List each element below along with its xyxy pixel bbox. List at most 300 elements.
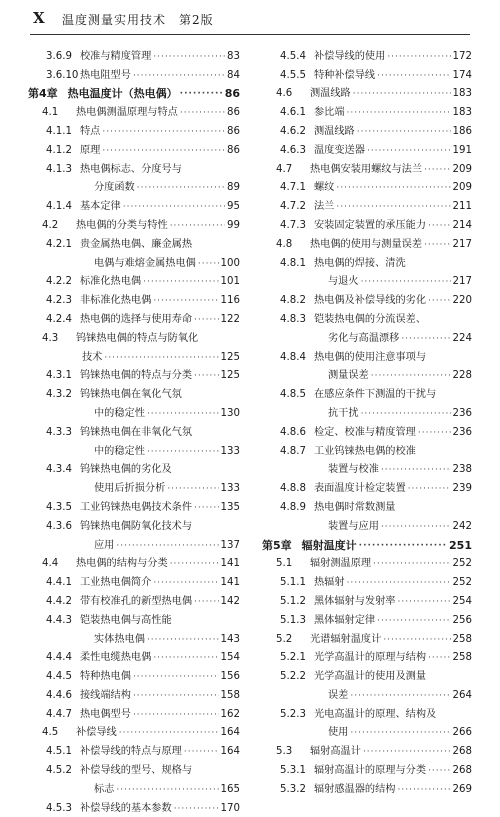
leader-dots: [347, 107, 451, 119]
entry-number: 4.8.9: [280, 501, 306, 513]
entry-title: 热电偶测温原理与特点: [76, 107, 178, 119]
toc-entry: [28, 328, 240, 347]
entry-number: 5.1.3: [280, 614, 306, 626]
entry-page-number: 183: [452, 88, 472, 100]
entry-page-number: 154: [220, 652, 240, 664]
entry-title: 应用: [94, 539, 115, 551]
toc-entry: [262, 253, 472, 272]
toc-entry: [262, 159, 472, 178]
entry-page-number: 156: [220, 671, 240, 683]
entry-title: 钨铼热电偶在非氧化气氛: [80, 426, 193, 438]
leader-dots: [104, 352, 218, 364]
entry-title: 光电高温计的原理、结构及: [314, 708, 437, 720]
toc-entry: [28, 178, 240, 197]
entry-title: 热电偶的结构与分类: [76, 558, 168, 570]
entry-title: 使用后折损分析: [94, 483, 166, 495]
toc-entry: [28, 572, 240, 591]
leader-dots: [373, 558, 450, 570]
toc-entry: [28, 741, 240, 760]
toc-entry: [262, 572, 472, 591]
leader-dots: [428, 220, 450, 232]
leader-dots: [377, 615, 450, 627]
toc-entry: [28, 685, 240, 704]
entry-title: 光学高温计的使用及测量: [314, 671, 427, 683]
entry-title: 铠装热电偶与高性能: [80, 614, 172, 626]
toc-entry: [28, 309, 240, 328]
leader-dots: [198, 258, 219, 270]
toc-entry: [262, 140, 472, 159]
entry-page-number: 251: [449, 538, 472, 552]
entry-title: 带有校准孔的新型热电偶: [80, 595, 193, 607]
entry-page-number: 86: [227, 144, 240, 156]
toc-entry: [262, 46, 472, 65]
entry-page-number: 228: [452, 370, 472, 382]
entry-page-number: 86: [227, 107, 240, 119]
leader-dots: [428, 652, 450, 664]
entry-title: 中的稳定性: [94, 407, 145, 419]
leader-dots: [336, 182, 450, 194]
entry-title: 钨铼热电偶的劣化及: [80, 464, 172, 476]
leader-dots: [353, 88, 451, 100]
entry-title: 测量误差: [328, 370, 369, 382]
leader-dots: [424, 239, 450, 251]
entry-page-number: 217: [452, 238, 472, 250]
entry-page-number: 172: [452, 50, 472, 62]
toc-entry: [28, 347, 240, 366]
leader-dots: [153, 577, 218, 589]
leader-dots: [381, 521, 451, 533]
entry-title: 特点: [80, 125, 101, 137]
entry-number: 4.6.2: [280, 125, 306, 137]
leader-dots: [357, 126, 451, 138]
toc-entry: [262, 215, 472, 234]
entry-title: 钨铼热电偶的特点与分类: [80, 370, 193, 382]
leader-dots: [147, 446, 219, 458]
entry-page-number: 100: [220, 257, 240, 269]
entry-number: 5.2: [276, 633, 293, 645]
leader-dots: [424, 164, 450, 176]
entry-number: 4.6.3: [280, 144, 306, 156]
entry-title: 标准化热电偶: [80, 276, 142, 288]
toc-entry: [262, 272, 472, 291]
entry-number: 4.5.5: [280, 69, 306, 81]
entry-number: 5.1: [276, 558, 293, 570]
entry-title: 辐射高温计: [310, 746, 361, 758]
leader-dots: [194, 596, 218, 608]
entry-number: 4.4.3: [46, 614, 72, 626]
leader-dots: [133, 671, 219, 683]
leader-dots: [377, 70, 450, 82]
entry-page-number: 116: [220, 295, 240, 307]
entry-page-number: 268: [452, 746, 472, 758]
entry-number: 4.3: [42, 332, 59, 344]
entry-number: 4.3.6: [46, 520, 72, 532]
leader-dots: [119, 727, 219, 739]
entry-page-number: 236: [452, 407, 472, 419]
toc-entry: [262, 178, 472, 197]
entry-page-number: 258: [452, 652, 472, 664]
entry-title: 钨铼热电偶的特点与防氧化: [76, 332, 199, 344]
toc-entry: [262, 366, 472, 385]
leader-dots: [137, 182, 225, 194]
entry-page-number: 269: [452, 783, 472, 795]
entry-title: 铠装热电偶的分流误差、: [314, 313, 427, 325]
entry-number: 4.8.6: [280, 426, 306, 438]
entry-page-number: 254: [452, 595, 472, 607]
leader-dots: [381, 464, 451, 476]
leader-dots: [418, 427, 451, 439]
leader-dots: [133, 70, 225, 82]
leader-dots: [350, 690, 450, 702]
leader-dots: [336, 201, 450, 213]
entry-title: 劣化与高温漂移: [328, 332, 400, 344]
toc-entry: [28, 159, 240, 178]
entry-number: 4.1: [42, 107, 59, 119]
entry-title: 技术: [82, 351, 103, 363]
entry-number: 4.6: [276, 88, 293, 100]
entry-number: 4.3.5: [46, 501, 72, 513]
entry-title: 热电偶的分类与特性: [76, 219, 168, 231]
entry-number: 第4章: [28, 87, 58, 101]
entry-page-number: 238: [452, 464, 472, 476]
toc-entry: [262, 102, 472, 121]
toc-entry: [262, 704, 472, 723]
leader-dots: [180, 107, 225, 119]
toc-entry: [28, 140, 240, 159]
entry-title: 安装固定装置的承压能力: [314, 219, 427, 231]
entry-page-number: 252: [452, 577, 472, 589]
entry-page-number: 211: [452, 201, 472, 213]
entry-page-number: 220: [452, 295, 472, 307]
toc-entry: [262, 65, 472, 84]
entry-title: 辐射高温计的原理与分类: [314, 765, 427, 777]
toc-entry: [262, 591, 472, 610]
entry-page-number: 186: [452, 125, 472, 137]
entry-page-number: 122: [220, 313, 240, 325]
entry-page-number: 217: [452, 276, 472, 288]
entry-title: 与退火: [328, 276, 359, 288]
toc-entry: [28, 102, 240, 121]
entry-page-number: 141: [220, 577, 240, 589]
toc-entry: [28, 196, 240, 215]
entry-number: 4.7.2: [280, 201, 306, 213]
toc-entry: [262, 290, 472, 309]
entry-page-number: 191: [452, 144, 472, 156]
entry-page-number: 224: [452, 332, 472, 344]
leader-dots: [428, 765, 450, 777]
entry-number: 4.8.1: [280, 257, 306, 269]
entry-page-number: 135: [220, 501, 240, 513]
entry-number: 4.2.3: [46, 295, 72, 307]
entry-title: 工业钨铼热电偶的校准: [314, 445, 416, 457]
page-header: [0, 0, 500, 37]
entry-page-number: 264: [452, 689, 472, 701]
entry-number: 4.1.3: [46, 163, 72, 175]
entry-page-number: 95: [227, 201, 240, 213]
entry-number: 4.4: [42, 558, 59, 570]
toc-entry: [262, 535, 472, 554]
entry-title: 装置与应用: [328, 520, 379, 532]
entry-title: 工业热电偶简介: [80, 577, 152, 589]
toc-entry: [262, 121, 472, 140]
entry-number: 4.4.7: [46, 708, 72, 720]
entry-page-number: 236: [452, 426, 472, 438]
toc-entry: [28, 441, 240, 460]
toc-entry: [28, 779, 240, 798]
entry-page-number: 137: [220, 539, 240, 551]
leader-dots: [194, 370, 218, 382]
toc-entry: [262, 328, 472, 347]
entry-title: 热电阻型号: [80, 69, 131, 81]
leader-dots: [116, 784, 218, 796]
entry-number: 5.3.2: [280, 783, 306, 795]
entry-number: 5.1.2: [280, 595, 306, 607]
entry-number: 4.1.2: [46, 144, 72, 156]
leader-dots: [167, 483, 218, 495]
entry-number: 4.4.4: [46, 652, 72, 664]
toc-entry: [262, 779, 472, 798]
leader-dots: [367, 145, 451, 157]
leader-dots: [363, 746, 451, 758]
entry-title: 补偿导线的使用: [314, 50, 386, 62]
entry-number: 3.6.9: [46, 50, 72, 62]
leader-dots: [170, 220, 225, 232]
entry-title: 分度函数: [94, 182, 135, 194]
toc-entry: [262, 723, 472, 742]
entry-title: 光学高温计的原理与结构: [314, 652, 427, 664]
toc-entry: [262, 610, 472, 629]
leader-dots: [361, 408, 451, 420]
entry-title: 热电偶安装用螺纹与法兰: [310, 163, 423, 175]
leader-dots: [383, 634, 450, 646]
entry-number: 4.7.3: [280, 219, 306, 231]
leader-dots: [143, 276, 218, 288]
toc-entry: [262, 441, 472, 460]
entry-title: 补偿导线: [76, 727, 117, 739]
entry-title: 补偿导线的特点与原理: [80, 746, 182, 758]
toc-entry: [262, 516, 472, 535]
leader-dots: [408, 483, 451, 495]
leader-dots: [347, 577, 451, 589]
toc-entry: [28, 704, 240, 723]
entry-number: 5.1.1: [280, 577, 306, 589]
entry-title: 黑体辐射定律: [314, 614, 376, 626]
entry-title: 原理: [80, 144, 101, 156]
leader-dots: [153, 295, 218, 307]
leader-dots: [398, 596, 451, 608]
entry-title: 热辐射: [314, 577, 345, 589]
toc-entry: [28, 403, 240, 422]
entry-number: 5.2.3: [280, 708, 306, 720]
entry-title: 热电偶的使用与测量误差: [310, 238, 423, 250]
entry-number: 4.5.4: [280, 50, 306, 62]
entry-page-number: 165: [220, 783, 240, 795]
entry-title: 热电偶及补偿导线的劣化: [314, 295, 427, 307]
toc-entry: [28, 46, 240, 65]
entry-title: 辐射感温器的结构: [314, 783, 396, 795]
entry-page-number: 133: [220, 445, 240, 457]
entry-title: 温度变送器: [314, 144, 365, 156]
entry-title: 参比端: [314, 107, 345, 119]
toc-entry: [262, 478, 472, 497]
entry-title: 补偿导线的型号、规格与: [80, 765, 193, 777]
leader-dots: [184, 746, 219, 758]
entry-title: 辐射测温原理: [310, 558, 372, 570]
entry-number: 4.3.4: [46, 464, 72, 476]
entry-page-number: 162: [220, 708, 240, 720]
toc-entry: [28, 366, 240, 385]
toc-entry: [28, 290, 240, 309]
leader-dots: [147, 634, 219, 646]
toc-entry: [28, 478, 240, 497]
toc-entry: [262, 234, 472, 253]
entry-title: 热电温度计（热电偶）: [67, 87, 178, 101]
leader-dots: [361, 276, 451, 288]
entry-number: 4.5.1: [46, 746, 72, 758]
entry-number: 4.3.1: [46, 370, 72, 382]
entry-number: 4.8.7: [280, 445, 306, 457]
toc-left-column: [28, 46, 240, 817]
entry-page-number: 101: [220, 276, 240, 288]
entry-title: 柔性电缆热电偶: [80, 652, 152, 664]
entry-number: 4.8.2: [280, 295, 306, 307]
toc-entry: [28, 460, 240, 479]
entry-title: 钨铼热电偶防氧化技术与: [80, 520, 193, 532]
toc-entry: [28, 554, 240, 573]
toc-entry: [28, 121, 240, 140]
leader-dots: [359, 540, 447, 552]
entry-page-number: 174: [452, 69, 472, 81]
leader-dots: [102, 145, 225, 157]
running-title: 温度测量实用技术 第2版: [62, 13, 214, 27]
entry-title: 电偶与难熔金属热电偶: [94, 257, 196, 269]
toc-entry: [28, 760, 240, 779]
leader-dots: [401, 333, 450, 345]
toc-entry: [28, 666, 240, 685]
entry-title: 热电偶型号: [80, 708, 131, 720]
entry-page-number: 256: [452, 614, 472, 626]
entry-page-number: 133: [220, 483, 240, 495]
entry-title: 误差: [328, 689, 349, 701]
entry-title: 热电偶的选择与使用寿命: [80, 313, 193, 325]
entry-number: 4.5: [42, 727, 59, 739]
entry-number: 4.6.1: [280, 107, 306, 119]
entry-title: 热电偶的焊接、清洗: [314, 257, 406, 269]
toc-entry: [262, 403, 472, 422]
entry-page-number: 142: [220, 595, 240, 607]
entry-number: 5.3.1: [280, 765, 306, 777]
entry-number: 4.2.4: [46, 313, 72, 325]
entry-title: 特种热电偶: [80, 671, 131, 683]
leader-dots: [194, 314, 218, 326]
entry-title: 装置与校准: [328, 464, 379, 476]
toc-entry: [262, 760, 472, 779]
toc-entry: [262, 666, 472, 685]
entry-title: 检定、校准与精度管理: [314, 426, 416, 438]
leader-dots: [170, 558, 219, 570]
toc-entry: [262, 741, 472, 760]
leader-dots: [428, 295, 450, 307]
entry-title: 使用: [328, 727, 349, 739]
entry-title: 钨铼热电偶在氧化气氛: [80, 389, 182, 401]
leader-dots: [387, 51, 450, 63]
entry-number: 4.5.2: [46, 765, 72, 777]
entry-number: 4.8: [276, 238, 293, 250]
entry-title: 光谱辐射温度计: [310, 633, 382, 645]
entry-title: 热电偶的使用注意事项与: [314, 351, 427, 363]
entry-title: 测温线路: [314, 125, 355, 137]
toc-entry: [28, 272, 240, 291]
toc-entry: [262, 554, 472, 573]
entry-title: 接线端结构: [80, 689, 131, 701]
toc-right-column: [262, 46, 472, 798]
entry-page-number: 141: [220, 558, 240, 570]
leader-dots: [350, 727, 450, 739]
entry-number: 4.8.8: [280, 483, 306, 495]
entry-page-number: 158: [220, 689, 240, 701]
toc-entry: [28, 234, 240, 253]
entry-page-number: 183: [452, 107, 472, 119]
entry-number: 4.4.2: [46, 595, 72, 607]
entry-page-number: 84: [227, 69, 240, 81]
leader-dots: [398, 784, 451, 796]
entry-page-number: 209: [452, 163, 472, 175]
entry-number: 4.3.2: [46, 389, 72, 401]
toc-entry: [28, 535, 240, 554]
entry-number: 4.4.5: [46, 671, 72, 683]
entry-number: 4.8.5: [280, 389, 306, 401]
toc-entry: [262, 84, 472, 103]
entry-number: 4.2.1: [46, 238, 72, 250]
entry-title: 在感应条件下测温的干扰与: [314, 389, 437, 401]
toc-entry: [28, 629, 240, 648]
toc-entry: [262, 384, 472, 403]
toc-entry: [28, 648, 240, 667]
leader-dots: [153, 652, 218, 664]
leader-dots: [133, 709, 219, 721]
entry-number: 第5章: [262, 538, 292, 552]
leader-dots: [371, 370, 451, 382]
entry-title: 校准与精度管理: [80, 50, 152, 62]
entry-page-number: 125: [220, 370, 240, 382]
entry-page-number: 86: [227, 125, 240, 137]
toc-entry: [262, 309, 472, 328]
entry-page-number: 252: [452, 558, 472, 570]
entry-page-number: 258: [452, 633, 472, 645]
leader-dots: [102, 126, 225, 138]
entry-title: 补偿导线的基本参数: [80, 802, 172, 814]
toc-entry: [262, 685, 472, 704]
entry-page-number: 130: [220, 407, 240, 419]
leader-dots: [180, 88, 223, 100]
leader-dots: [194, 502, 218, 514]
entry-number: 4.3.3: [46, 426, 72, 438]
toc-entry: [28, 253, 240, 272]
page-number-mark: X: [33, 9, 45, 27]
entry-title: 实体热电偶: [94, 633, 145, 645]
entry-title: 非标准化热电偶: [80, 295, 152, 307]
entry-number: 4.5.3: [46, 802, 72, 814]
toc-entry: [262, 422, 472, 441]
entry-number: 4.8.3: [280, 313, 306, 325]
leader-dots: [153, 51, 225, 63]
toc-entry: [28, 798, 240, 817]
toc-entry: [28, 384, 240, 403]
leader-dots: [133, 690, 219, 702]
entry-page-number: 239: [452, 483, 472, 495]
toc-entry: [262, 347, 472, 366]
entry-page-number: 164: [220, 727, 240, 739]
